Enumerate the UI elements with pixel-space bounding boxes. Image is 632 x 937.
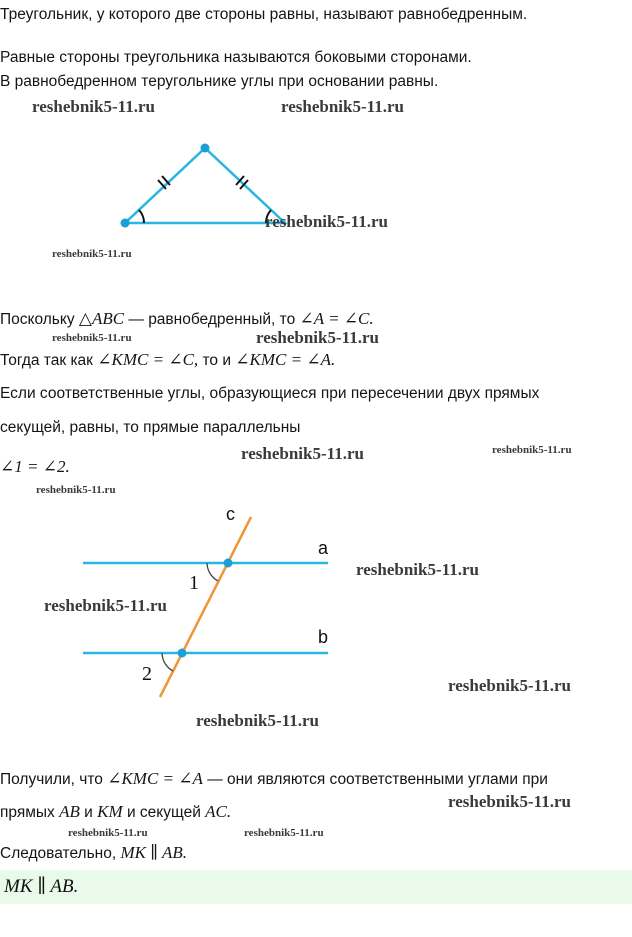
- angle-arc-2: [162, 653, 173, 671]
- base-angles-line: В равнобедренном теругольнике углы при основании равны.: [0, 73, 439, 90]
- lateral-sides-line: Равные стороны треугольника называются боковыми сторонами.: [0, 49, 472, 66]
- watermark: reshebnik5-11.ru: [265, 212, 388, 231]
- proof-line-2: Тогда так как ∠KMC = ∠C, то и ∠KMC = ∠A.: [0, 350, 336, 369]
- secant-c: [160, 517, 251, 697]
- definition-line: Треугольник, у которого две стороны равны, называют равнобедренным.: [0, 6, 528, 23]
- watermark: reshebnik5-11.ru: [244, 827, 324, 839]
- watermark: reshebnik5-11.ru: [241, 444, 364, 463]
- theorem-line-2: секущей, равны, то прямые параллельны: [0, 419, 301, 436]
- intersection-a: [224, 559, 233, 568]
- watermark: reshebnik5-11.ru: [281, 97, 404, 116]
- theorem-line-1: Если соответственные углы, образующиеся при пересечении двух прямых: [0, 385, 540, 402]
- watermark: reshebnik5-11.ru: [196, 711, 319, 730]
- watermark: reshebnik5-11.ru: [492, 444, 572, 456]
- conclusion-line-3: Следовательно, MK ∥ AB.: [0, 843, 188, 862]
- label-angle-2: 2: [142, 663, 152, 685]
- conclusion-line-1: Получили, что ∠KMC = ∠A — они являются соответственными углами при: [0, 769, 548, 788]
- watermark: reshebnik5-11.ru: [448, 676, 571, 695]
- answer-box: [0, 870, 632, 904]
- angle-arc-1: [207, 563, 218, 581]
- watermark: reshebnik5-11.ru: [68, 827, 148, 839]
- label-angle-1: 1: [189, 572, 199, 594]
- watermark: reshebnik5-11.ru: [448, 792, 571, 811]
- watermark: reshebnik5-11.ru: [44, 596, 167, 615]
- watermark: reshebnik5-11.ru: [256, 328, 379, 347]
- watermark: reshebnik5-11.ru: [32, 97, 155, 116]
- label-a: a: [318, 538, 329, 558]
- angle-equality: ∠1 = ∠2.: [0, 457, 70, 476]
- intersection-b: [178, 649, 187, 658]
- label-c: c: [226, 504, 235, 524]
- watermark: reshebnik5-11.ru: [36, 484, 116, 496]
- answer-text: MK ∥ AB.: [4, 876, 79, 897]
- watermark: reshebnik5-11.ru: [52, 332, 132, 344]
- watermark: reshebnik5-11.ru: [52, 248, 132, 260]
- watermark: reshebnik5-11.ru: [356, 560, 479, 579]
- label-b: b: [318, 627, 329, 647]
- conclusion-line-2: прямых AB и KM и секущей AC.: [0, 802, 232, 821]
- proof-line-1: Поскольку △ABC — равнобедренный, то ∠A = ∠C.: [0, 309, 374, 328]
